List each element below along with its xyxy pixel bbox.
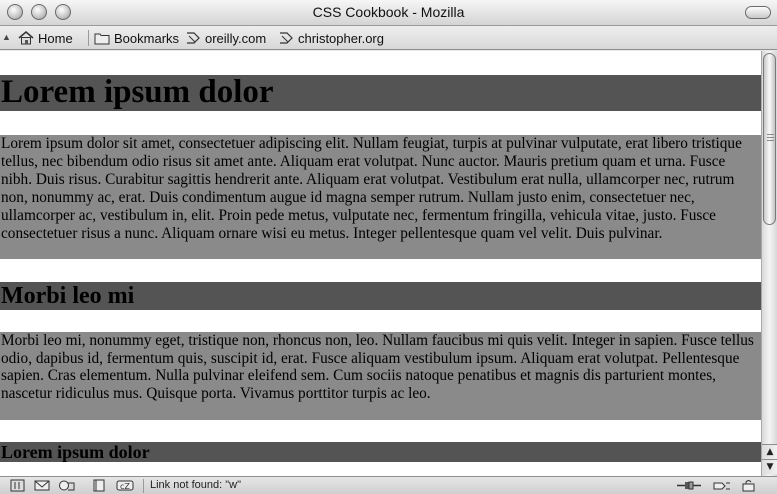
mail-icon[interactable] <box>34 479 50 492</box>
home-button[interactable] <box>18 29 73 47</box>
svg-text:cZ: cZ <box>120 482 130 491</box>
online-icon[interactable] <box>676 479 702 492</box>
scroll-down-arrow-icon[interactable]: ▼ <box>762 459 777 474</box>
home-icon <box>18 31 34 45</box>
scrollbar-thumb[interactable] <box>763 53 776 225</box>
paragraph-2: Morbi leo mi, nonummy eget, tristique non, rhoncus non, leo. Nullam faucibus mi quis velit. Integer in sapien. Fusce tellus odio, dapibus id, fermentum quis, suscipit id, erat. Fusce aliquam vestibulum ipsum. Aliquam erat volutpat. Pellentesque sapien. Cras elementum. Nulla pulvinar eleifend sem. Cum sociis natoque penatibus et magnis dis parturient montes, nascetur ridiculus mus. Quisque porta. Vivamus porttitor turpis ac leo. <box>0 332 761 420</box>
window-title: CSS Cookbook - Mozilla <box>312 4 465 20</box>
heading-3: Lorem ipsum dolor <box>0 442 761 462</box>
composer-icon[interactable] <box>58 479 74 492</box>
bookmarks-button[interactable] <box>94 29 179 47</box>
link-icon <box>185 31 201 45</box>
toolbar-collapse-icon[interactable]: ▲ <box>2 32 11 42</box>
heading-1: Lorem ipsum dolor <box>0 75 761 111</box>
bookmarks-label: Bookmarks <box>114 30 180 46</box>
irc-icon[interactable] <box>116 479 132 492</box>
bookmark-label-oreilly: oreilly.com <box>205 30 267 46</box>
security-icon[interactable] <box>712 479 732 492</box>
toolbar-toggle-button[interactable] <box>745 6 771 19</box>
address-book-icon[interactable] <box>92 479 108 492</box>
navigator-icon[interactable] <box>10 479 26 492</box>
lock-icon[interactable] <box>740 479 760 492</box>
window-titlebar[interactable] <box>0 0 777 26</box>
status-divider <box>143 479 144 493</box>
bookmark-link-oreilly[interactable] <box>185 29 266 47</box>
thumb-grip-line <box>767 137 774 138</box>
page-content[interactable] <box>0 51 761 476</box>
heading-2: Morbi leo mi <box>0 282 761 310</box>
bookmark-label-christopher: christopher.org <box>298 30 384 46</box>
toolbar-separator <box>88 30 89 46</box>
folder-icon <box>94 31 110 45</box>
link-icon <box>278 31 294 45</box>
home-label: Home <box>38 30 73 46</box>
vertical-scrollbar[interactable] <box>761 51 777 476</box>
thumb-grip-line <box>767 140 774 141</box>
status-text: Link not found: "w" <box>150 479 241 491</box>
thumb-grip-line <box>767 134 774 135</box>
status-bar <box>0 476 777 494</box>
personal-toolbar <box>0 26 777 50</box>
bookmark-link-christopher[interactable] <box>278 29 384 47</box>
paragraph-1: Lorem ipsum dolor sit amet, consectetuer adipiscing elit. Nullam feugiat, turpis at pulvinar vulputate, erat libero tristique tellus, nec bibendum odio risus sit amet ante. Aliquam erat volutpat. Nunc auctor. Mauris pretium quam et urna. Fusce nibh. Duis risus. Curabitur sagittis hendrerit ante. Aliquam erat volutpat. Vestibulum erat nulla, ullamcorper nec, rutrum non, nonummy ac, erat. Duis condimentum augue id magna semper rutrum. Nullam justo enim, consectetuer nec, ullamcorper ac, vestibulum in, elit. Proin pede metus, vulputate nec, fermentum fringilla, vehicula vitae, justo. Fusce consectetuer risus a nunc. Aliquam ornare wisi eu metus. Integer pellentesque quam vel velit. Duis pulvinar. <box>0 135 761 259</box>
scroll-up-arrow-icon[interactable]: ▲ <box>762 444 777 459</box>
